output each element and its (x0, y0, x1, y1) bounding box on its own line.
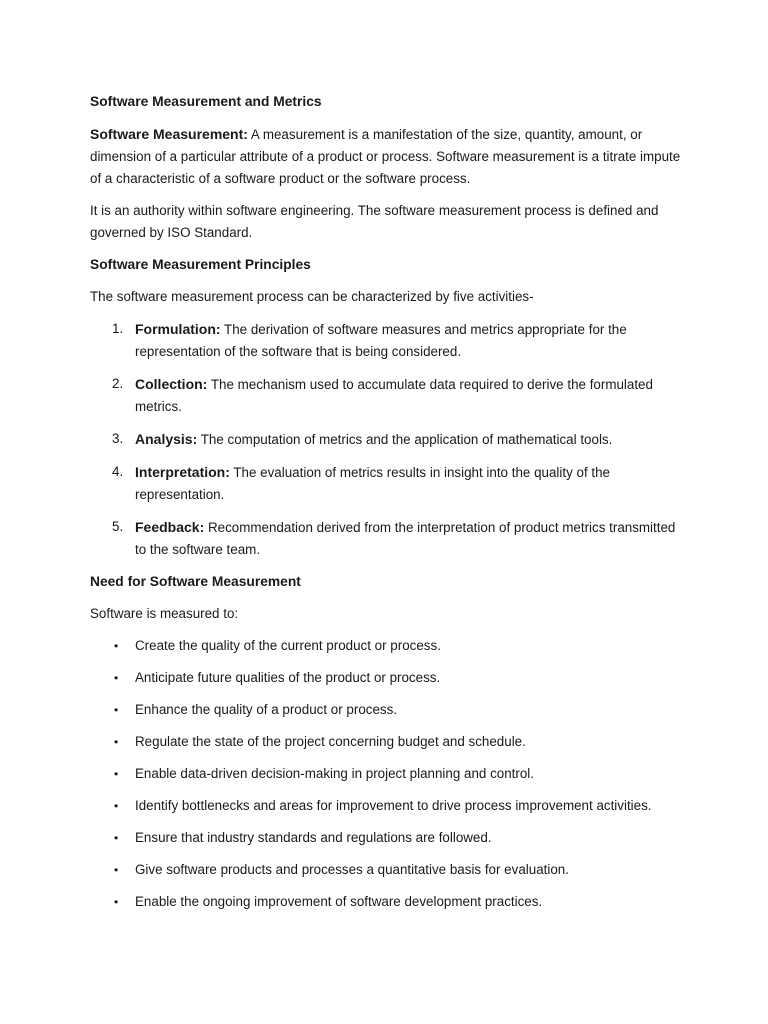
bullet-icon: • (114, 799, 119, 813)
list-item (90, 635, 690, 657)
list-term: Feedback: (135, 519, 205, 535)
intro-paragraph (90, 123, 690, 190)
list-text: Identify bottlenecks and areas for improvement to drive process improvement activities. (135, 798, 652, 813)
list-text: Recommendation derived from the interpretation of product metrics transmitted to the software team. (135, 520, 676, 557)
bullet-icon: • (114, 639, 119, 653)
list-item (90, 795, 690, 817)
list-text: Enable the ongoing improvement of software development practices. (135, 894, 543, 909)
need-list (90, 635, 690, 913)
principles-heading: Software Measurement Principles (90, 257, 311, 272)
bullet-icon: • (114, 767, 119, 781)
list-text: Regulate the state of the project concerning budget and schedule. (135, 734, 526, 749)
list-text: The evaluation of metrics results in insight into the quality of the representation. (135, 465, 610, 502)
list-item (90, 373, 690, 418)
bullet-icon: • (114, 735, 119, 749)
bullet-icon: • (114, 831, 119, 845)
list-text: The computation of metrics and the application of mathematical tools. (197, 432, 613, 447)
list-term: Formulation: (135, 321, 221, 337)
list-text: The derivation of software measures and metrics appropriate for the representation of the software that is being considered. (135, 322, 627, 359)
need-lead: Software is measured to: (90, 606, 239, 621)
list-number: 1. (112, 321, 124, 336)
list-number: 3. (112, 431, 124, 446)
document-page (90, 91, 690, 923)
need-heading: Need for Software Measurement (90, 574, 301, 589)
list-item (90, 461, 690, 506)
list-number: 2. (112, 376, 124, 391)
list-number: 5. (112, 519, 124, 534)
list-term: Collection: (135, 376, 208, 392)
list-item (90, 859, 690, 881)
list-number: 4. (112, 464, 124, 479)
list-text: Enable data-driven decision-making in project planning and control. (135, 766, 534, 781)
list-text: Create the quality of the current product or process. (135, 638, 441, 653)
list-text: The mechanism used to accumulate data required to derive the formulated metrics. (135, 377, 653, 414)
list-text: Anticipate future qualities of the product or process. (135, 670, 441, 685)
list-text: Ensure that industry standards and regulations are followed. (135, 830, 492, 845)
list-item (90, 891, 690, 913)
list-text: Give software products and processes a quantitative basis for evaluation. (135, 862, 569, 877)
list-item (90, 428, 690, 451)
list-item (90, 318, 690, 363)
document-title: Software Measurement and Metrics (90, 94, 322, 109)
intro-text: A measurement is a manifestation of the size, quantity, amount, or dimension of a particular attribute of a product or process. Software measurement is a titrate impute of a characteristic of a software product or the software process. (90, 127, 681, 186)
principles-lead: The software measurement process can be characterized by five activities- (90, 289, 534, 304)
authority-paragraph: It is an authority within software engineering. The software measurement process is defined and governed by ISO Standard. (90, 203, 659, 240)
list-item (90, 699, 690, 721)
list-item (90, 731, 690, 753)
intro-term: Software Measurement: (90, 126, 248, 142)
list-item (90, 763, 690, 785)
list-text: Enhance the quality of a product or process. (135, 702, 398, 717)
bullet-icon: • (114, 863, 119, 877)
list-item (90, 667, 690, 689)
list-term: Analysis: (135, 431, 198, 447)
bullet-icon: • (114, 671, 119, 685)
bullet-icon: • (114, 703, 119, 717)
bullet-icon: • (114, 895, 119, 909)
list-item (90, 516, 690, 561)
list-item (90, 827, 690, 849)
list-term: Interpretation: (135, 464, 230, 480)
principles-list (90, 318, 690, 561)
